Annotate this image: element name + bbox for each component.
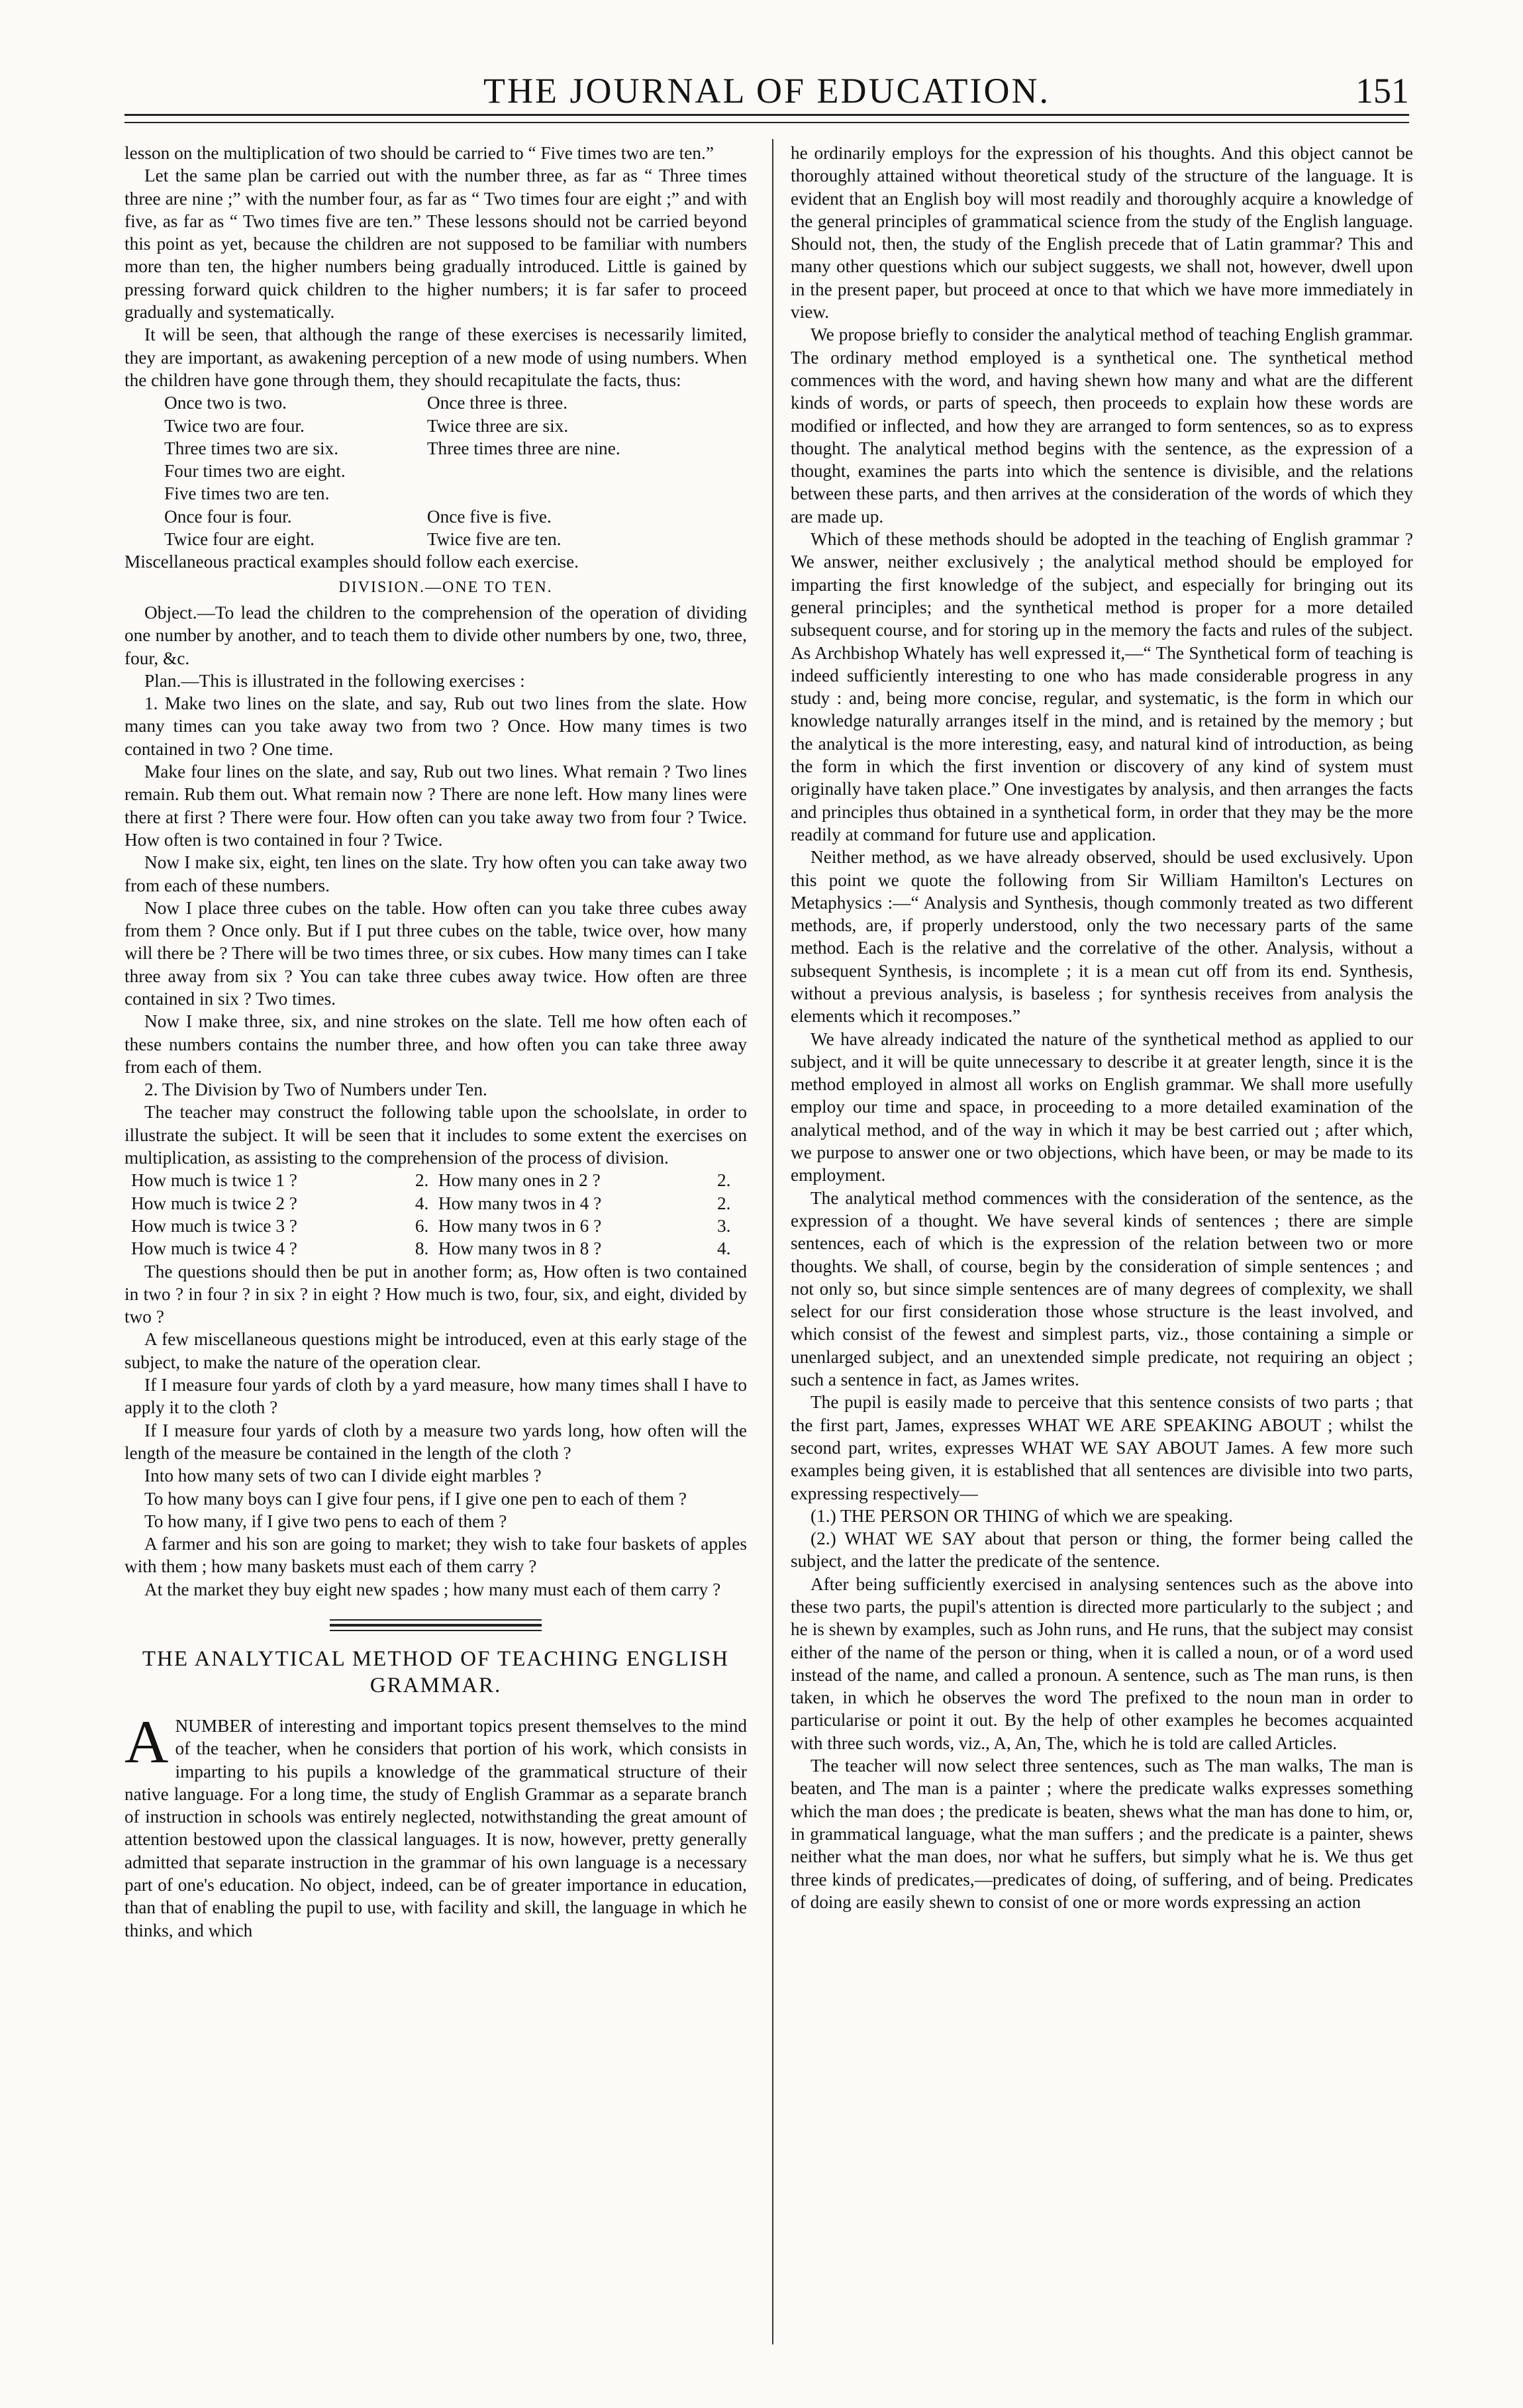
section-divider-ornament xyxy=(330,1619,542,1631)
recap-cell: Five times two are ten. xyxy=(164,483,330,504)
column-divider xyxy=(772,139,773,2344)
right-column xyxy=(791,142,1413,1913)
paragraph: If I measure four yards of cloth by a yard measure, how many times shall I have to apply it to the cloth ? xyxy=(124,1375,747,1418)
paragraph: After being sufficiently exercised in analysing sentences such as the above into these two parts, the pupil's attention is directed more particularly to the subject ; and he is shewn by examples, such as John runs, and He runs, that the subject may consist either of the name of the person or thing, when it is called a noun, or of a word used instead of the name, and called a pronoun. A sentence, such as The man runs, is then taken, in which he observes the word The prefixed to the noun man in order to particularise or point it out. By the help of other examples he becomes acquainted with three such words, viz., A, An, The, which he is told are called Articles. xyxy=(791,1574,1413,1753)
table-cell: How much is twice 3 ? xyxy=(131,1215,297,1236)
paragraph: Plan.—This is illustrated in the following exercises : xyxy=(144,670,525,691)
paragraph: We propose briefly to consider the analytical method of teaching English grammar. The ordinary method employed is a synthetical one. The synthetical method commences with the word, and having shewn how many and what are the different kinds of words, or parts of speech, then proceeds to explain how these words are modified or inflected, and how they are arranged to form sentences, so as to express thought. The analytical method begins with the sentence, as the expression of a thought, examines the parts into which the sentence is divisible, and the relations between these parts, and then arrives at the consideration of the words of which they are made up. xyxy=(791,325,1413,527)
division-table xyxy=(131,1169,740,1260)
paragraph: It will be seen, that although the range of these exercises is necessarily limited, they are important, as awakening perception of a new mode of using numbers. When the children have gone through them, they should recapitulate the facts, thus: xyxy=(124,325,747,390)
paragraph: A farmer and his son are going to market; they wish to take four baskets of apples with them ; how many baskets must each of them carry ? xyxy=(124,1534,747,1577)
paragraph: (2.) WHAT WE SAY about that person or thing, the former being called the subject, and the latter the predicate of the sentence. xyxy=(791,1529,1413,1572)
page-header xyxy=(124,70,1409,117)
paragraph: Into how many sets of two can I divide eight marbles ? xyxy=(144,1466,542,1486)
page-number: 151 xyxy=(1355,71,1409,111)
drop-cap: A xyxy=(124,1708,169,1776)
recap-cell: Twice three are six. xyxy=(426,415,569,436)
table-cell: 2. xyxy=(716,1193,731,1213)
recap-cell: Once two is two. xyxy=(164,393,287,413)
paragraph: Now I place three cubes on the table. How often can you take three cubes away from them ? Once only. But if I put three cubes on the table, twice over, how many will there be ? There will be two times three, or six cubes. How many times can I take three away from six ? You can take three cubes away twice. How often are three contained in six ? Two times. xyxy=(124,897,747,1009)
paragraph: lesson on the multiplication of two should be carried to “ Five times two are ten.” xyxy=(124,143,714,163)
table-cell: 8. xyxy=(415,1238,429,1259)
recap-cell: Once three is three. xyxy=(426,393,568,413)
article-title: THE ANALYTICAL METHOD OF TEACHING ENGLISH GRAMMAR. xyxy=(142,1647,730,1697)
recap-cell xyxy=(427,460,707,482)
table-cell: 4. xyxy=(415,1193,429,1213)
paragraph: (1.) THE PERSON OR THING of which we are speaking. xyxy=(811,1505,1234,1526)
recap-table xyxy=(164,391,707,550)
paragraph: If I measure four yards of cloth by a measure two yards long, how often will the length of the measure be contained in the length of the cloth ? xyxy=(124,1420,747,1463)
paragraph: At the market they buy eight new spades ; how many must each of them carry ? xyxy=(144,1579,721,1599)
recap-cell: Twice five are ten. xyxy=(426,529,562,550)
paragraph: Let the same plan be carried out with the number three, as far as “ Three times three are nine ;” with the number four, as far as “ Two times four are eight ;” and with five, as far as “ Two times five are ten.” These lessons should not be carried beyond this point as yet, because the children are not supposed to be familiar with numbers more than ten, the higher numbers being gradually introduced. Little is gained by pressing forward quick children to the higher numbers; it is far safer to proceed gradually and systematically. xyxy=(124,166,747,323)
paragraph: 1. Make two lines on the slate, and say, Rub out two lines from the slate. How many times can you take away two from two ? Once. How many times is two contained in two ? One time. xyxy=(124,693,747,759)
table-cell: How many ones in 2 ? xyxy=(438,1170,601,1191)
table-cell: 2. xyxy=(716,1170,731,1191)
recap-cell: Once five is five. xyxy=(426,506,552,527)
paragraph: The analytical method commences with the consideration of the sentence, as the expression of a thought. We have several kinds of sentences ; there are simple sentences, each of which is the expression of the relation between two or more thoughts. We shall, of course, begin by the consideration of simple sentences ; and not only so, but since simple sentences are of many degrees of complexity, we shall select for our first consideration those whose structure is the least involved, and which consist of the fewest and simplest parts, viz., those containing a simple or unenlarged subject, and an unextended simple predicate, not requiring an object ; such a sentence in fact, as James writes. xyxy=(791,1187,1413,1390)
recap-cell: Three times two are six. xyxy=(164,438,339,458)
paragraph: Object.—To lead the children to the comprehension of the operation of dividing one number by another, and to teach them to divide other numbers by one, two, three, four, &c. xyxy=(124,602,747,668)
article-opening-paragraph xyxy=(124,1708,747,1942)
table-cell: 3. xyxy=(716,1215,731,1236)
paragraph: Which of these methods should be adopted in the teaching of English grammar ? We answer, neither exclusively ; the analytical method should be employed for imparting the first knowledge of the subject, and especially for bringing out its general principles; and the synthetical method is proper for a more detailed subsequent course, and for storing up in the memory the facts and rules of the subject. As Archbishop Whately has well expressed it,—“ The Synthetical form of teaching is indeed sufficiently interesting to one who has made considerable progress in any study : and, being more concise, regular, and systematic, is the form in which our knowledge naturally arranges itself in the mind, and is retained by the memory ; but the analytical is the more interesting, easy, and natural kind of introduction, as being the form in which the first invention or discovery of any kind of system must originally have taken place.” One investigates by analysis, and then arranges the facts and principles thus obtained in a synthetical form, in order that they may be the more readily at command for future use and application. xyxy=(791,529,1413,844)
division-heading: DIVISION.—ONE TO TEN. xyxy=(338,578,553,596)
recap-cell: Twice two are four. xyxy=(164,415,305,436)
recap-cell xyxy=(427,482,707,505)
recap-cell: Twice four are eight. xyxy=(164,529,315,550)
paragraph: We have already indicated the nature of the synthetical method as applied to our subject, and it will be quite unnecessary to describe it at greater length, since it is the method employed in almost all works on English grammar. We shall more usefully employ our time and space, in proceeding to a more detailed examination of the analytical method, and of the way in which it may be best carried out ; after which, we purpose to answer one or two objections, which have been, or may be made to its employment. xyxy=(791,1028,1413,1185)
table-cell: 6. xyxy=(415,1215,429,1236)
header-rule-top xyxy=(124,114,1409,116)
paragraph: 2. The Division by Two of Numbers under Ten. xyxy=(144,1079,487,1100)
paragraph: To how many boys can I give four pens, if I give one pen to each of them ? xyxy=(144,1488,687,1509)
table-cell: How much is twice 4 ? xyxy=(131,1238,297,1259)
paragraph: Miscellaneous practical examples should follow each exercise. xyxy=(124,552,579,572)
ornament-line xyxy=(330,1630,542,1631)
paragraph: The pupil is easily made to perceive that this sentence consists of two parts ; that the first part, James, expresses WHAT WE ARE SPEAKING ABOUT ; whilst the second part, writes, expresses WHAT WE SAY ABOUT James. A few more such examples being given, it is established that all sentences are divisible into two parts, expressing respectively— xyxy=(791,1392,1413,1503)
table-cell: How many twos in 6 ? xyxy=(438,1215,602,1236)
paragraph: Neither method, as we have already observed, should be used exclusively. Upon this point we quote the following from Sir William Hamilton's Lectures on Metaphysics :—“ Analysis and Synthesis, though commonly treated as two different methods, are, if properly understood, only the two necessary parts of the same method. Each is the relative and the correlative of the other. Analysis, without a subsequent Synthesis, is incomplete ; it is a mean cut off from its end. Synthesis, without a previous analysis, is baseless ; for synthesis receives from analysis the elements which it recomposes.” xyxy=(791,847,1413,1027)
table-cell: How many twos in 4 ? xyxy=(438,1193,602,1213)
paragraph: The questions should then be put in another form; as, How often is two contained in two ? in four ? in six ? in eight ? How much is two, four, six, and eight, divided by two ? xyxy=(124,1261,747,1327)
table-cell: 4. xyxy=(716,1238,731,1259)
ornament-line xyxy=(330,1619,542,1621)
paragraph: Now I make six, eight, ten lines on the slate. Try how often you can take away two from each of these numbers. xyxy=(124,852,747,895)
table-cell: How much is twice 1 ? xyxy=(131,1170,297,1191)
recap-cell: Three times three are nine. xyxy=(426,438,620,458)
ornament-line xyxy=(330,1624,542,1627)
recap-cell: Once four is four. xyxy=(164,506,292,527)
paragraph: To how many, if I give two pens to each of them ? xyxy=(144,1511,507,1531)
paragraph-text: NUMBER of interesting and important topics present themselves to the mind of the teacher, when he considers that portion of his work, which consists in imparting to his pupils a knowledge of the grammatical structure of their native language. For a long time, the study of English Grammar as a separate branch of instruction in schools was entirely neglected, notwithstanding the great amount of attention bestowed upon the classical languages. It is now, however, pretty generally admitted that separate instruction in the grammar of his own language is a necessary part of one's education. No object, indeed, can be of greater importance in education, than that of enabling the pupil to use, with facility and skill, the language in which he thinks, and which xyxy=(124,1716,747,1940)
paragraph: Make four lines on the slate, and say, Rub out two lines. What remain ? Two lines remain. Rub them out. What remain now ? There are none left. How many lines were there at first ? There were four. How often can you take away two from four ? Twice. How often is two contained in four ? Twice. xyxy=(124,762,747,850)
paragraph: The teacher will now select three sentences, such as The man walks, The man is beaten, and The man is a painter ; where the predicate walks expresses something which the man does ; the predicate is beaten, shews what the man has done to him, or, in grammatical language, what the man suffers ; and the predicate is a painter, shews neither what the man does, nor what he suffers, but simply what he is. We thus get three kinds of predicates,—predicates of doing, of suffering, and of being. Predicates of doing are easily shewn to consist of one or more words expressing an action xyxy=(791,1756,1413,1912)
table-cell: How many twos in 8 ? xyxy=(438,1238,602,1259)
paragraph: The teacher may construct the following table upon the schoolslate, in order to illustrate the subject. It will be seen that it includes to some extent the exercises on multiplication, as assisting to the comprehension of the process of division. xyxy=(124,1102,747,1168)
recap-cell: Four times two are eight. xyxy=(164,461,346,481)
paragraph: A few miscellaneous questions might be introduced, even at this early stage of the subject, to make the nature of the operation clear. xyxy=(124,1329,747,1372)
journal-title: THE JOURNAL OF EDUCATION. xyxy=(483,71,1050,111)
table-cell: How much is twice 2 ? xyxy=(131,1193,297,1213)
header-rule-bottom xyxy=(124,122,1409,123)
paragraph: Now I make three, six, and nine strokes on the slate. Tell me how often each of these numbers contains the number three, and how often you can take three away from each of them. xyxy=(124,1011,747,1077)
table-cell: 2. xyxy=(415,1170,429,1191)
left-column xyxy=(124,142,747,1942)
paragraph: he ordinarily employs for the expression of his thoughts. And this object cannot be thoroughly attained without theoretical study of the structure of the language. It is evident that an English boy will most readily and thoroughly acquire a knowledge of the general principles of grammatical science from the study of the English language. Should not, then, the study of the English precede that of Latin grammar? This and many other questions which our subject suggests, we shall not, however, dwell upon in the present paper, but proceed at once to that which we have more immediately in view. xyxy=(791,143,1413,323)
